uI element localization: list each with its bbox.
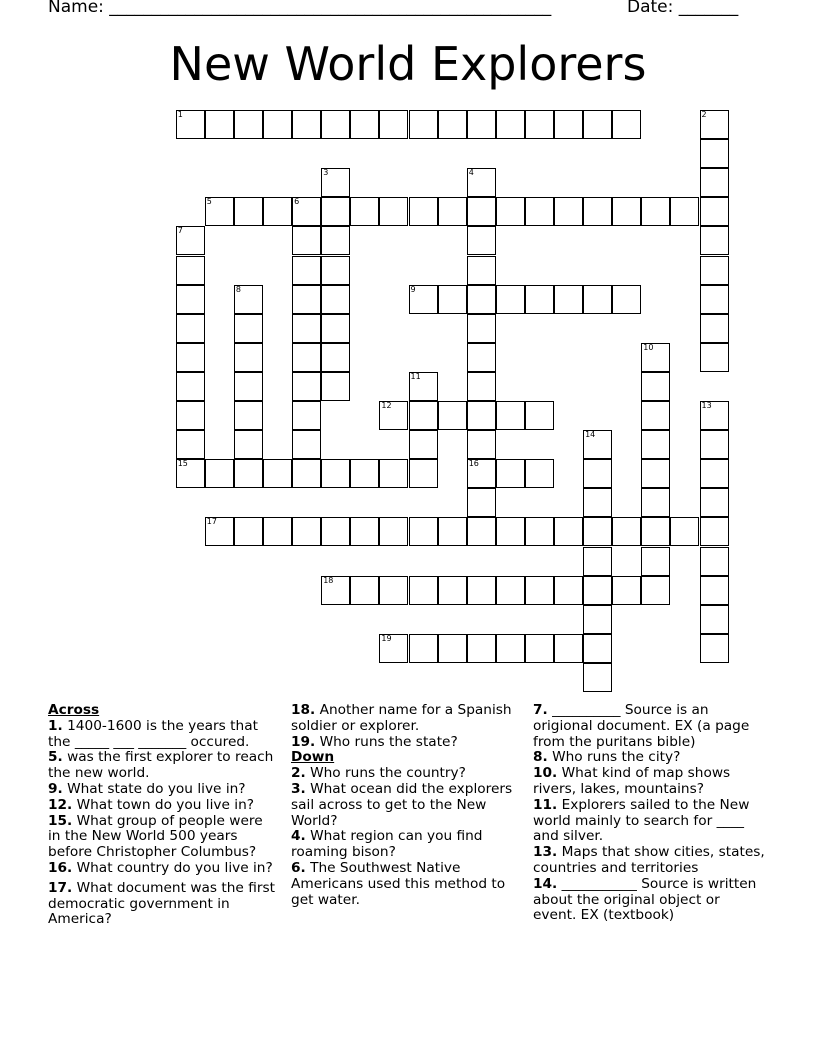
grid-cell[interactable] xyxy=(438,634,467,663)
grid-cell[interactable] xyxy=(467,401,496,430)
grid-cell[interactable] xyxy=(612,576,641,605)
grid-cell[interactable] xyxy=(467,285,496,314)
clue-text: Who runs the city? xyxy=(547,749,681,766)
grid-cell[interactable] xyxy=(205,459,234,488)
grid-cell[interactable] xyxy=(379,197,408,226)
clue-number: 1 xyxy=(177,110,183,119)
grid-cell[interactable] xyxy=(700,314,729,343)
grid-cell[interactable] xyxy=(467,488,496,517)
grid-cell[interactable] xyxy=(176,430,205,459)
grid-cell[interactable] xyxy=(438,285,467,314)
grid-cell[interactable] xyxy=(409,197,438,226)
clue-number-label: 1. xyxy=(48,717,63,734)
grid-cell[interactable] xyxy=(292,256,321,285)
grid-cell[interactable] xyxy=(350,197,379,226)
grid-cell[interactable] xyxy=(234,517,263,546)
grid-cell[interactable] xyxy=(438,401,467,430)
grid-cell[interactable] xyxy=(321,314,350,343)
clue-number-label: 18. xyxy=(291,702,316,718)
grid-cell[interactable] xyxy=(496,459,525,488)
grid-cell[interactable] xyxy=(525,459,554,488)
grid-cell[interactable] xyxy=(583,663,612,692)
grid-cell[interactable] xyxy=(700,139,729,168)
grid-cell[interactable] xyxy=(438,517,467,546)
grid-cell[interactable] xyxy=(409,285,438,314)
grid-cell[interactable] xyxy=(176,256,205,285)
grid-cell[interactable] xyxy=(176,459,205,488)
grid-cell[interactable] xyxy=(321,256,350,285)
clue-text: Explorers sailed to the New world mainly to search for ____ and silver. xyxy=(533,796,750,845)
clue-text: What group of people were in the New World 500 years before Christopher Columbus? xyxy=(48,812,263,861)
grid-cell[interactable] xyxy=(409,517,438,546)
page-title: New World Explorers xyxy=(169,37,647,91)
clue-number: 17 xyxy=(206,517,217,527)
grid-cell[interactable] xyxy=(321,110,350,139)
grid-cell[interactable] xyxy=(292,372,321,401)
grid-cell[interactable] xyxy=(292,197,321,226)
name-line[interactable]: Name: ____________________________________________________ xyxy=(48,0,552,17)
across-clue-list-continued xyxy=(291,703,521,750)
clue-number-label: 8. xyxy=(533,749,548,766)
clue-number: 10 xyxy=(643,342,654,352)
grid-cell[interactable] xyxy=(292,459,321,488)
grid-cell[interactable] xyxy=(554,197,583,226)
clue-item xyxy=(533,877,765,924)
clue-text: Another name for a Spanish soldier or explorer. xyxy=(291,702,512,734)
clue-text: Who runs the country? xyxy=(305,765,466,782)
grid-cell[interactable] xyxy=(496,576,525,605)
grid-cell[interactable] xyxy=(467,197,496,226)
clue-number-label: 5. xyxy=(48,749,63,766)
grid-cell[interactable] xyxy=(700,256,729,285)
grid-cell[interactable] xyxy=(700,517,729,546)
grid-cell[interactable] xyxy=(350,517,379,546)
clue-number-label: 13. xyxy=(533,844,558,861)
grid-cell[interactable] xyxy=(321,197,350,226)
grid-cell[interactable] xyxy=(321,372,350,401)
clue-number-label: 2. xyxy=(291,765,306,782)
grid-cell[interactable] xyxy=(292,517,321,546)
grid-cell[interactable] xyxy=(467,343,496,372)
grid-cell[interactable] xyxy=(292,401,321,430)
grid-cell[interactable] xyxy=(409,401,438,430)
grid-cell[interactable] xyxy=(583,197,612,226)
clue-text: What region can you find roaming bison? xyxy=(291,828,483,861)
down-heading: Down xyxy=(291,749,335,766)
grid-cell[interactable] xyxy=(700,285,729,314)
grid-cell[interactable] xyxy=(292,430,321,459)
grid-cell[interactable] xyxy=(438,110,467,139)
down-clue-list xyxy=(291,766,521,908)
grid-cell[interactable] xyxy=(292,110,321,139)
grid-cell[interactable] xyxy=(641,517,670,546)
clue-item xyxy=(48,719,276,751)
grid-cell[interactable] xyxy=(700,547,729,576)
grid-cell[interactable] xyxy=(176,314,205,343)
grid-cell[interactable] xyxy=(234,285,263,314)
grid-cell[interactable] xyxy=(467,110,496,139)
grid-cell[interactable] xyxy=(176,285,205,314)
clue-text: was the first explorer to reach the new world. xyxy=(48,749,274,782)
grid-cell[interactable] xyxy=(583,547,612,576)
grid-cell[interactable] xyxy=(409,430,438,459)
grid-cell[interactable] xyxy=(467,576,496,605)
clue-number-label: 14. xyxy=(533,875,558,892)
clue-number: 6 xyxy=(294,197,300,207)
across-clue-list xyxy=(48,719,276,928)
grid-cell[interactable] xyxy=(641,547,670,576)
grid-cell[interactable] xyxy=(409,372,438,401)
clue-text: What kind of map shows rivers, lakes, mountains? xyxy=(533,765,731,797)
clue-text: ___________ Source is written about the original object or event. EX (textbook) xyxy=(533,875,757,924)
clue-number-label: 12. xyxy=(48,796,73,813)
clue-item xyxy=(48,881,276,928)
clue-number-label: 17. xyxy=(48,879,73,896)
grid-cell[interactable] xyxy=(263,459,292,488)
grid-cell[interactable] xyxy=(292,343,321,372)
grid-cell[interactable] xyxy=(379,459,408,488)
clue-number: 2 xyxy=(701,110,707,119)
clue-item xyxy=(48,750,276,782)
grid-cell[interactable] xyxy=(700,168,729,197)
down-clue-list-continued xyxy=(533,703,765,924)
grid-cell[interactable] xyxy=(234,197,263,226)
grid-cell[interactable] xyxy=(583,605,612,634)
grid-cell[interactable] xyxy=(496,197,525,226)
grid-cell[interactable] xyxy=(409,634,438,663)
clue-number: 9 xyxy=(410,284,416,294)
grid-cell[interactable] xyxy=(700,605,729,634)
clue-item xyxy=(291,861,521,908)
grid-cell[interactable] xyxy=(700,401,729,430)
grid-cell[interactable] xyxy=(525,285,554,314)
grid-cell[interactable] xyxy=(554,110,583,139)
grid-cell[interactable] xyxy=(700,576,729,605)
grid-cell[interactable] xyxy=(670,197,699,226)
clue-number: 3 xyxy=(323,168,329,178)
clue-number: 4 xyxy=(468,168,474,178)
grid-cell[interactable] xyxy=(292,314,321,343)
grid-cell[interactable] xyxy=(409,576,438,605)
grid-cell[interactable] xyxy=(438,197,467,226)
grid-cell[interactable] xyxy=(612,110,641,139)
grid-cell[interactable] xyxy=(292,285,321,314)
clue-text: __________ Source is an origional document. EX (a page from the puritans bible) xyxy=(533,702,750,750)
grid-cell[interactable] xyxy=(321,226,350,255)
clue-text: What document was the first democratic government in America? xyxy=(48,879,275,928)
clue-number: 18 xyxy=(323,575,334,585)
grid-cell[interactable] xyxy=(700,226,729,255)
clue-text: What ocean did the explorers sail across to get to the New World? xyxy=(291,780,513,829)
grid-cell[interactable] xyxy=(379,634,408,663)
grid-cell[interactable] xyxy=(641,197,670,226)
clue-item xyxy=(533,750,765,766)
grid-cell[interactable] xyxy=(234,459,263,488)
clue-item xyxy=(291,735,521,751)
grid-cell[interactable] xyxy=(205,517,234,546)
clue-text: 1400-1600 is the years that the _____ ___ _______ occured. xyxy=(48,717,258,750)
grid-cell[interactable] xyxy=(350,110,379,139)
grid-cell[interactable] xyxy=(583,488,612,517)
grid-cell[interactable] xyxy=(321,285,350,314)
clue-number-label: 11. xyxy=(533,796,558,813)
grid-cell[interactable] xyxy=(379,517,408,546)
clue-item xyxy=(48,861,276,877)
grid-cell[interactable] xyxy=(700,197,729,226)
grid-cell[interactable] xyxy=(641,343,670,372)
grid-cell[interactable] xyxy=(467,517,496,546)
grid-cell[interactable] xyxy=(234,430,263,459)
grid-cell[interactable] xyxy=(554,576,583,605)
grid-cell[interactable] xyxy=(176,110,205,139)
grid-cell[interactable] xyxy=(409,459,438,488)
clue-number: 8 xyxy=(235,284,241,294)
grid-cell[interactable] xyxy=(467,314,496,343)
grid-cell[interactable] xyxy=(700,634,729,663)
grid-cell[interactable] xyxy=(321,459,350,488)
grid-cell[interactable] xyxy=(525,576,554,605)
clue-item xyxy=(291,782,521,829)
clue-item xyxy=(533,703,765,750)
clue-number: 12 xyxy=(381,401,392,410)
grid-cell[interactable] xyxy=(176,226,205,255)
grid-cell[interactable] xyxy=(525,517,554,546)
grid-cell[interactable] xyxy=(205,110,234,139)
grid-cell[interactable] xyxy=(525,634,554,663)
grid-cell[interactable] xyxy=(554,285,583,314)
grid-cell[interactable] xyxy=(379,576,408,605)
grid-cell[interactable] xyxy=(612,517,641,546)
grid-cell[interactable] xyxy=(350,576,379,605)
clue-text: What town do you live in? xyxy=(72,796,255,813)
grid-cell[interactable] xyxy=(583,110,612,139)
grid-cell[interactable] xyxy=(234,401,263,430)
grid-cell[interactable] xyxy=(641,459,670,488)
grid-cell[interactable] xyxy=(263,197,292,226)
grid-cell[interactable] xyxy=(583,634,612,663)
clue-number-label: 15. xyxy=(48,812,73,829)
grid-cell[interactable] xyxy=(525,110,554,139)
grid-cell[interactable] xyxy=(641,576,670,605)
clue-number: 16 xyxy=(468,459,479,469)
grid-cell[interactable] xyxy=(263,517,292,546)
grid-cell[interactable] xyxy=(583,285,612,314)
grid-cell[interactable] xyxy=(292,226,321,255)
clue-text: What country do you live in? xyxy=(72,859,273,876)
grid-cell[interactable] xyxy=(379,110,408,139)
grid-cell[interactable] xyxy=(700,430,729,459)
grid-cell[interactable] xyxy=(438,576,467,605)
clue-number-label: 10. xyxy=(533,765,558,782)
grid-cell[interactable] xyxy=(467,168,496,197)
clue-number-label: 9. xyxy=(48,780,63,797)
grid-cell[interactable] xyxy=(496,401,525,430)
grid-cell[interactable] xyxy=(641,430,670,459)
clue-number: 11 xyxy=(410,371,421,381)
grid-cell[interactable] xyxy=(641,372,670,401)
grid-cell[interactable] xyxy=(234,343,263,372)
clue-number-label: 6. xyxy=(291,859,306,876)
grid-cell[interactable] xyxy=(583,430,612,459)
grid-cell[interactable] xyxy=(700,343,729,372)
grid-cell[interactable] xyxy=(670,517,699,546)
grid-cell[interactable] xyxy=(641,488,670,517)
grid-cell[interactable] xyxy=(641,401,670,430)
clue-item xyxy=(48,782,276,798)
clue-text: Maps that show cities, states, countries and territories xyxy=(533,844,765,876)
grid-cell[interactable] xyxy=(467,459,496,488)
grid-cell[interactable] xyxy=(176,343,205,372)
clue-item xyxy=(533,845,765,877)
grid-cell[interactable] xyxy=(321,576,350,605)
grid-cell[interactable] xyxy=(583,517,612,546)
clue-item xyxy=(48,814,276,861)
grid-cell[interactable] xyxy=(525,401,554,430)
grid-cell[interactable] xyxy=(205,197,234,226)
grid-cell[interactable] xyxy=(496,110,525,139)
clues-column-2 xyxy=(291,703,521,908)
clue-item xyxy=(533,798,765,845)
grid-cell[interactable] xyxy=(496,634,525,663)
grid-cell[interactable] xyxy=(176,401,205,430)
grid-cell[interactable] xyxy=(554,517,583,546)
clue-item xyxy=(533,766,765,798)
grid-cell[interactable] xyxy=(525,197,554,226)
grid-cell[interactable] xyxy=(496,517,525,546)
clue-number: 13 xyxy=(701,401,712,410)
grid-cell[interactable] xyxy=(409,110,438,139)
across-heading: Across xyxy=(48,702,100,718)
clues-column-1 xyxy=(48,703,276,928)
grid-cell[interactable] xyxy=(700,110,729,139)
clue-number: 19 xyxy=(381,633,392,643)
grid-cell[interactable] xyxy=(467,430,496,459)
grid-cell[interactable] xyxy=(554,634,583,663)
grid-cell[interactable] xyxy=(700,488,729,517)
grid-cell[interactable] xyxy=(234,110,263,139)
clue-text: The Southwest Native Americans used this method to get water. xyxy=(291,859,506,908)
grid-cell[interactable] xyxy=(176,372,205,401)
clue-number-label: 4. xyxy=(291,828,306,845)
grid-cell[interactable] xyxy=(467,226,496,255)
grid-cell[interactable] xyxy=(700,459,729,488)
grid-cell[interactable] xyxy=(612,285,641,314)
clues-column-3 xyxy=(533,703,765,924)
grid-cell[interactable] xyxy=(350,459,379,488)
grid-cell[interactable] xyxy=(467,634,496,663)
grid-cell[interactable] xyxy=(263,110,292,139)
clue-number: 7 xyxy=(177,226,183,236)
clue-number-label: 3. xyxy=(291,780,306,797)
grid-cell[interactable] xyxy=(467,372,496,401)
clue-number: 15 xyxy=(177,459,188,469)
grid-cell[interactable] xyxy=(321,343,350,372)
clue-text: What state do you live in? xyxy=(62,780,246,797)
clue-number-label: 16. xyxy=(48,859,73,876)
grid-cell[interactable] xyxy=(583,576,612,605)
date-line[interactable]: Date: _______ xyxy=(627,0,739,17)
grid-cell[interactable] xyxy=(321,517,350,546)
clue-number: 5 xyxy=(206,197,212,207)
clue-text: Who runs the state? xyxy=(315,733,458,750)
clue-number-label: 7. xyxy=(533,702,548,718)
grid-cell[interactable] xyxy=(321,168,350,197)
clue-item xyxy=(48,798,276,814)
grid-cell[interactable] xyxy=(234,372,263,401)
clue-item xyxy=(291,703,521,735)
clue-item xyxy=(291,766,521,782)
clue-number-label: 19. xyxy=(291,733,316,750)
clue-item xyxy=(291,829,521,861)
grid-cell[interactable] xyxy=(467,256,496,285)
grid-cell[interactable] xyxy=(583,459,612,488)
grid-cell[interactable] xyxy=(379,401,408,430)
grid-cell[interactable] xyxy=(612,197,641,226)
clue-number: 14 xyxy=(585,430,596,440)
grid-cell[interactable] xyxy=(234,314,263,343)
grid-cell[interactable] xyxy=(496,285,525,314)
